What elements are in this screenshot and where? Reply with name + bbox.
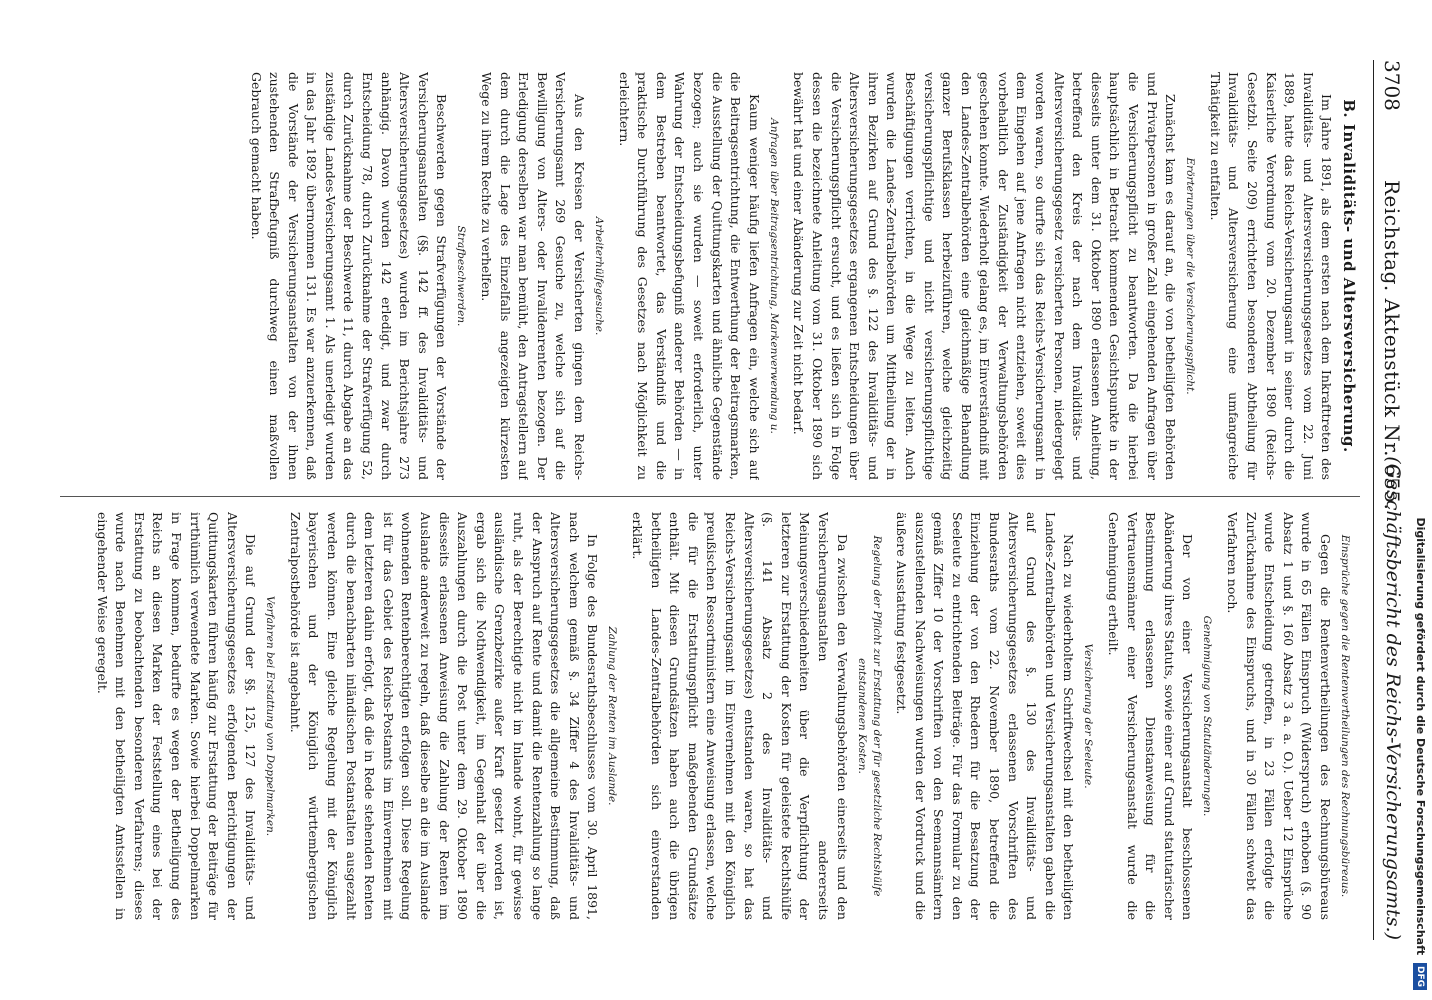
digitization-footer — [1408, 0, 1432, 1000]
subheading: Strafbeschwerden. — [455, 225, 468, 327]
column-divider — [60, 496, 1360, 497]
paragraph: Kaum weniger häufig liefen Anfragen ein, welche sich auf die Beitragsentrichtung, die Entwerthung der Beitragsmarken, die Ausstellung der Quittungskarten und ähnliche Gegenstände bezogen; auch sie wurden — soweit erforderlich, unter Wahrung der Entscheidungsbefugniß anderer Behörden — in dem Bestreben beantwortet, das Verständniß und die praktische Durchführung des Gesetzes nach Möglichkeit zu erleichtern. — [616, 72, 762, 480]
paragraph: Gegen die Rentenvertheilungen des Rechnungsbüreaus wurde in 65 Fällen Einspruch (Widerspruch) erhoben (§. 90 Absatz 1 und §. 160 Absatz 3 a. a. O.). Ueber 12 Einsprüche wurde Entscheidung getroffen, in 23 Fällen erfolgte die Zurücknahme des Einspruchs, und in 30 Fällen schwebt das Verfahren noch. — [1225, 512, 1333, 920]
subheading: Anfragen über Beitragsentrichtung, Markenverwendung u. — [767, 118, 780, 434]
paragraph: Die auf Grund der §§. 125, 127 des Invaliditäts- und Altersversicherungsgesetzes erfolgenden Berichtigungen der Quittungskarten führen häufig zur Erstattung der Beiträge für irrthümlich verwendete Marken. Sowie hierbei Doppelmarken in Frage kommen, bedurfte es wegen der Betheiligung des Reichs an diesen Marken der Feststellung eines bei der Erstattung zu beobachtenden besonderen Verfahrens; dieses wurde nach Benehmen mit den betheiligten Amtsstellen in eingehender Weise geregelt. — [94, 512, 259, 920]
subheading: Genehmigung von Statutänderungen. — [1201, 615, 1214, 817]
paragraph: Da zwischen den Verwaltungsbehörden einerseits und den Versicherungsanstalten andererseits Meinungsverschiedenheiten über die Verpflichtung der letzteren zur Erstattung der Kosten für geleistete Rechtshülfe (§. 141 Absatz 2 des Invaliditäts- und Altersversicherungsgesetzes) entstanden waren, so hat das Reichs-Versicherungsamt im Einvernehmen mit den Königlich preußischen Ressortministern eine Anweisung erlassen, welche die für die Erstattungspflicht maßgebenden Grundsätze enthält. Mit diesen Grundsätzen haben auch die übrigen betheiligten Landes-Zentralbehörden sich einverstanden erklärt. — [630, 512, 850, 920]
dfg-logo: DFG — [1413, 963, 1427, 990]
page-number: 3708 — [1380, 60, 1404, 111]
subheading: Verfahren bei Erstattung von Doppelmarken. — [264, 595, 277, 837]
header-subtitle: (Geschäftsbericht des Reichs-Versicherungsamts.) — [1382, 456, 1404, 940]
left-column — [60, 72, 1360, 480]
header-title: Reichstag. Aktenstück Nr. 655. — [1380, 180, 1404, 511]
right-column — [60, 512, 1360, 920]
paragraph: Aus den Kreisen der Versicherten gingen dem Reichs-Versicherungsamt 269 Gesuche zu, welche sich auf die Bewilligung von Alters- oder Invalidenrenten bezogen. Der Erledigung derselben war man bemüht, den Antragstellern auf dem durch die Lage des Einzelfalls angezeigten kürzesten Wege zu ihrem Rechte zu verhelfen. — [479, 72, 588, 480]
paragraph: Der von einer Versicherungsanstalt beschlossenen Abänderung ihres Statuts, sowie einer auf Grund statutarischer Bestimmung erlassenen Dienstanweisung für die Vertrauensmänner einer Versicherungsanstalt wurde die Genehmigung ertheilt. — [1106, 512, 1196, 920]
paragraph: In Folge des Bundesrathsbeschlusses vom 30. April 1891, nach welchem gemäß §. 34 Ziffer 4 des Invaliditäts- und Altersversicherungsgesetzes die allgemeine Bestimmung, daß der Anspruch auf Rente und damit die Rentenzahlung so lange ruht, als der Berechtigte nicht im Inlande wohnt, für gewisse ausländische Grenzbezirke außer Kraft gesetzt worden ist, ergab sich die Nothwendigkeit, im Gegenhalt der über die Auszahlungen durch die Post unter dem 29. Oktober 1890 diesseits erlassenen Anweisung die Zahlung der Renten im Auslande anderweit zu regeln, daß dieselbe an die im Auslande wohnenden Rentenberechtigten erfolgen soll. Diese Regelung ist für das Gebiet des Reichs-Postamts im Einvernehmen mit dem letzteren dahin erfolgt, daß die in Rede stehenden Renten durch die benachbarten inländischen Postanstalten ausgezahlt werden können. Eine gleiche Regelung mit der Königlich bayerischen und der Königlich württembergischen Zentralpostbehörde ist angebahnt. — [287, 512, 601, 920]
subheading: Zahlung der Renten im Auslande. — [606, 626, 619, 806]
paragraph: Nach zu wiederholtem Schriftwechsel mit den betheiligten Landes-Zentralbehörden und Versicherungsanstalten gaben die auf Grund des §. 130 des Invaliditäts- und Altersversicherungsgesetzes erlassenen Vorschriften des Bundesraths vom 22. November 1890, betreffend die Einziehung der von den Rhedern für die Besatzung der Seeleute zu entrichtenden Beiträge. Für das Formular zu den gemäß Ziffer 10 der Vorschriften von den Seemannsämtern auszustellenden Nachweisungen wurden der Vordruck und die äußere Ausstattung festgesetzt. — [894, 512, 1077, 920]
running-header — [1373, 60, 1410, 940]
section-heading: B. Invaliditäts- und Altersversicherung. — [1340, 99, 1358, 453]
subheading: Versicherung der Seeleute. — [1082, 643, 1095, 789]
subheading: Erörterungen über die Versicherungspflicht. — [1184, 157, 1197, 395]
digitization-note: Digitalisierung gefördert durch die Deutsche Forschungsgemeinschaft — [1414, 517, 1427, 956]
paragraph: Zunächst kam es darauf an, die von betheiligten Behörden und Privatpersonen in großer Zahl eingehenden Anfragen über die Versicherungspflicht zu beantworten. Da die hierbei hauptsächlich in Betracht kommenden Gesichtspunkte in der diesseits unter dem 31. Oktober 1890 erlassenen Anleitung, betreffend den Kreis der nach dem Invaliditäts- und Altersversicherungsgesetz versicherten Personen, niedergelegt worden waren, so durfte sich das Reichs-Versicherungsamt in dem Eingehen auf jene Anfragen nicht entziehen, soweit dies vorbehaltlich der Zuständigkeit der Verwaltungsbehörden geschehen konnte. Wiederholt gelang es, im Einverständniß mit den Landes-Zentralbehörden eine gleichmäßige Behandlung ganzer Berufsklassen herbeizuführen, welche gleichzeitig versicherungspflichtige und nicht versicherungspflichtige Beschäftigungen verrichten, in die Wege zu leiten. Auch wurden die Landes-Zentralbehörden um Mittheilung der in ihren Bezirken auf Grund des §. 122 des Invaliditäts- und Altersversicherungsgesetzes ergangenen Entscheidungen über die Versicherungspflicht ersucht, und es ließen sich in Folge dessen die bezeichnete Anleitung vom 31. Oktober 1890 sich bewährt hat und einer Abänderung zur Zeit nicht bedarf. — [791, 72, 1179, 480]
subheading: Regelung der Pflicht zur Erstattung der für gesetzliche Rechtshülfe entstandenen Kosten. — [855, 535, 883, 897]
paragraph: Beschwerden gegen Strafverfügungen der Vorstände der Versicherungsanstalten (§§. 142 ff. des Invaliditäts- und Altersversicherungsgesetzes) wurden im Berichtsjahre 273 anhängig. Davon wurden 142 erledigt, und zwar durch Entscheidung 78, durch Zurücknahme der Strafverfügung 52, durch Zurücknahme der Beschwerde 11, durch Abgabe an das zuständige Landes-Versicherungsamt 1. Als unerledigt wurden in das Jahr 1892 übernommen 131. Es war anzuerkennen, daß die Vorstände der Versicherungsanstalten von der ihnen zustehenden Strafbefugniß durchweg einen maßvollen Gebrauch gemacht haben. — [248, 72, 450, 480]
paragraph: Im Jahre 1891, als dem ersten nach dem Inkrafttreten des Invaliditäts- und Altersversicherungsgesetzes vom 22. Juni 1889, hatte das Reichs-Versicherungsamt in seiner durch die Kaiserliche Verordnung vom 20. Dezember 1890 (Reichs-Gesetzbl. Seite 209) errichteten besonderen Abtheilung für Invaliditäts- und Altersversicherung eine umfangreiche Thätigkeit zu entfalten. — [1207, 72, 1335, 480]
subheading: Einsprüche gegen die Rentenvertheilungen des Rechnungsbüreaus. — [1339, 534, 1351, 898]
subheading: Arbeiterhülfegesuche. — [593, 216, 606, 336]
